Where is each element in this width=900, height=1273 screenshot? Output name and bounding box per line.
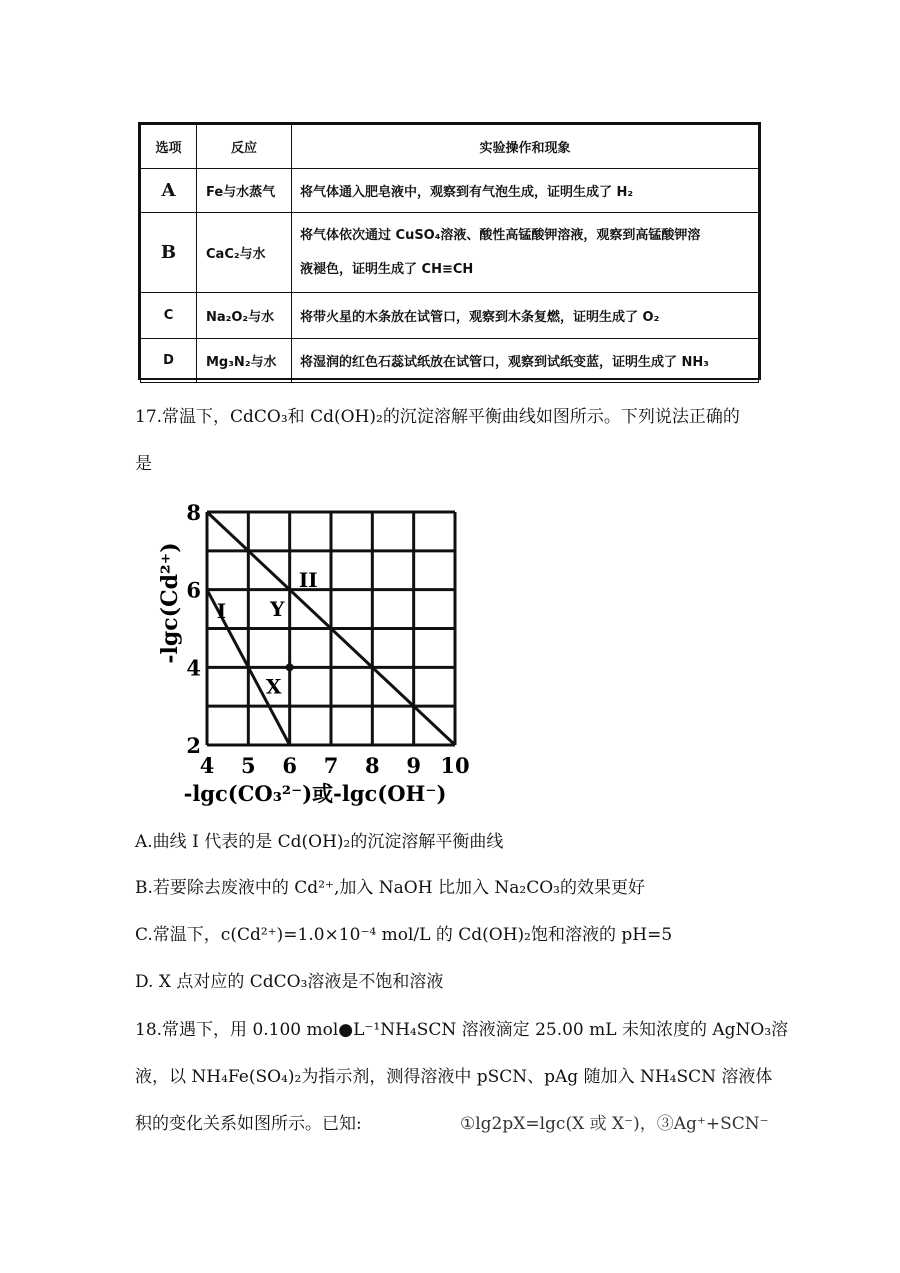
- chart-ticks: [186, 500, 469, 778]
- x-tick-label: 9: [406, 753, 421, 778]
- y-tick-label: 2: [186, 733, 201, 758]
- q18-stem-line3b: ①lg2pX=lgc(X 或 X⁻)，③Ag⁺+SCN⁻: [460, 1114, 769, 1134]
- q17-stem-line1: 17.常温下，CdCO₃和 Cd(OH)₂的沉淀溶解平衡曲线如图所示。下列说法正确的: [135, 407, 740, 427]
- point-label: X: [265, 674, 282, 699]
- q18-stem-line1: 18.常遇下，用 0.100 mol●L⁻¹NH₄SCN 溶液滴定 25.00 mL 未知浓度的 AgNO₃溶: [135, 1020, 789, 1040]
- operation-line: 液褪色，证明生成了 CH≡CH: [300, 261, 474, 277]
- experiment-table: [138, 122, 761, 380]
- reaction-cell: CaC₂与水: [197, 213, 292, 293]
- q17-option-a: A.曲线 I 代表的是 Cd(OH)₂的沉淀溶解平衡曲线: [135, 832, 504, 852]
- operation-cell: [292, 213, 759, 293]
- x-tick-label: 8: [365, 753, 380, 778]
- series-label: I: [216, 599, 227, 624]
- x-tick-label: 7: [323, 753, 339, 778]
- x-tick-label: 10: [440, 753, 470, 778]
- option-cell: D: [141, 339, 197, 383]
- reaction-cell: Na₂O₂与水: [197, 293, 292, 339]
- reaction-cell: Mg₃N₂与水: [197, 339, 292, 383]
- reaction-cell: Fe与水蒸气: [197, 169, 292, 213]
- table-row: [141, 293, 759, 339]
- header-reaction: 反应: [197, 125, 292, 169]
- q17-option-b: B.若要除去废液中的 Cd²⁺,加入 NaOH 比加入 Na₂CO₃的效果更好: [135, 878, 645, 898]
- q18-stem-line2: 液，以 NH₄Fe(SO₄)₂为指示剂，测得溶液中 pSCN、pAg 随加入 NH₄SCN 溶液体: [135, 1067, 773, 1087]
- operation-cell: 将湿润的红色石蕊试纸放在试管口，观察到试纸变蓝，证明生成了 NH₃: [292, 339, 759, 383]
- x-tick-label: 4: [199, 753, 215, 778]
- option-cell: C: [141, 293, 197, 339]
- table-row: [141, 213, 759, 293]
- option-cell: A: [141, 169, 197, 213]
- y-tick-label: 8: [186, 500, 201, 525]
- table-row: [141, 339, 759, 383]
- operation-line: 将气体依次通过 CuSO₄溶液、酸性高锰酸钾溶液，观察到高锰酸钾溶: [300, 227, 701, 243]
- option-cell: B: [141, 213, 197, 293]
- q18-stem-line3a: 积的变化关系如图所示。已知:: [135, 1114, 362, 1134]
- x-tick-label: 5: [241, 753, 256, 778]
- operation-cell: 将气体通入肥皂液中，观察到有气泡生成，证明生成了 H₂: [292, 169, 759, 213]
- x-tick-label: 6: [282, 753, 297, 778]
- header-option: 选项: [141, 125, 197, 169]
- solubility-chart: [155, 495, 485, 815]
- q17-stem-line2: 是: [135, 454, 152, 474]
- point-x-dot: [286, 663, 294, 671]
- point-label: Y: [270, 597, 285, 622]
- table-row: [141, 169, 759, 213]
- q17-option-c: C.常温下，c(Cd²⁺)=1.0×10⁻⁴ mol/L 的 Cd(OH)₂饱和溶液的 pH=5: [135, 925, 673, 945]
- y-tick-label: 4: [186, 655, 201, 681]
- series-label: II: [298, 567, 318, 592]
- operation-cell: 将带火星的木条放在试管口，观察到木条复燃，证明生成了 O₂: [292, 293, 759, 339]
- y-axis-label: -lgc(Cd²⁺): [157, 542, 183, 664]
- x-axis-label: -lgc(CO₃²⁻)或-lgc(OH⁻): [183, 781, 447, 806]
- header-operation: 实验操作和现象: [292, 125, 759, 169]
- q17-option-d: D. X 点对应的 CdCO₃溶液是不饱和溶液: [135, 972, 444, 992]
- y-tick-label: 6: [186, 577, 201, 603]
